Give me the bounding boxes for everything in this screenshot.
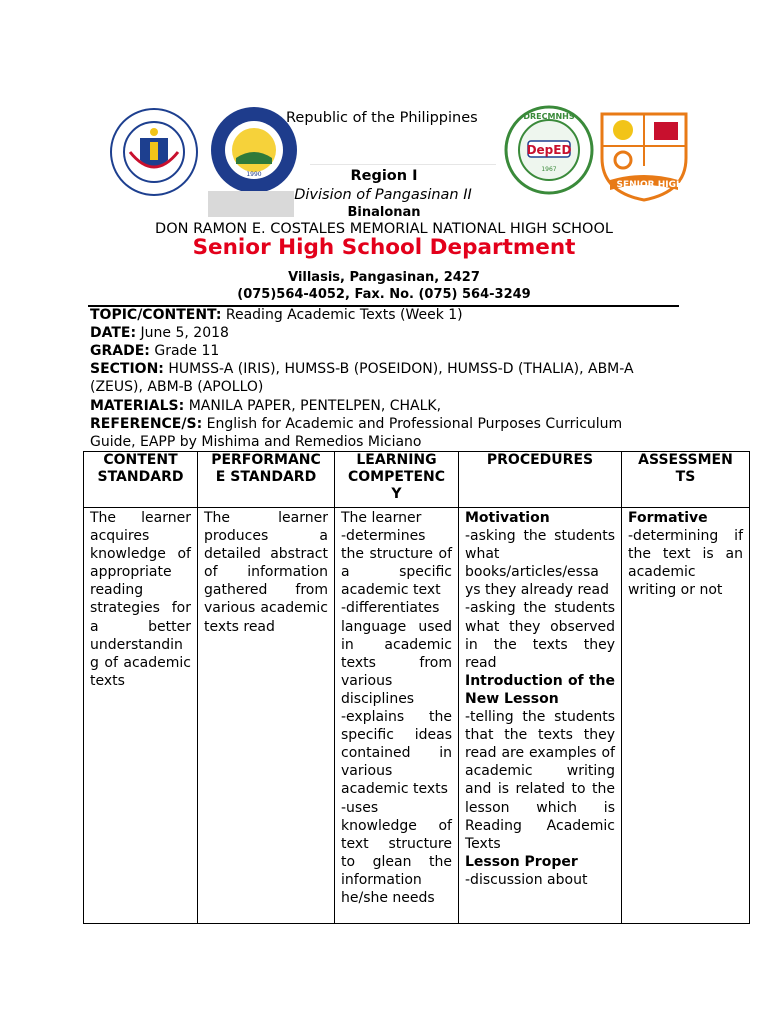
learning-intro: The learner — [341, 510, 422, 526]
lesson-plan-table — [83, 451, 750, 924]
learning-item: -uses knowledge of text structure to glean the information he/she needs — [341, 799, 452, 906]
grade-label: GRADE: — [90, 343, 150, 359]
header-learning-competency: LEARNING COMPETENC Y — [335, 452, 459, 508]
procedure-item: -asking the students what books/articles/essa ys they already read — [465, 528, 615, 599]
topic-label: TOPIC/CONTENT: — [90, 307, 222, 323]
assessments-cell — [622, 508, 750, 924]
section-label: SECTION: — [90, 361, 164, 377]
materials-value: MANILA PAPER, PENTELPEN, CHALK, — [188, 398, 442, 414]
date-line — [90, 324, 229, 342]
section-value: HUMSS-A (IRIS), HUMSS-B (POSEIDON), HUMSS-D (THALIA), ABM-A — [168, 361, 634, 377]
introduction-title: Introduction of the New Lesson — [465, 672, 615, 707]
performance-standard-text: The learner produces a detailed abstract of information gathered from various academic texts read — [204, 510, 328, 635]
header-procedures: PROCEDURES — [459, 452, 622, 508]
school-name: DON RAMON E. COSTALES MEMORIAL NATIONAL HIGH SCHOOL — [155, 221, 613, 237]
table-header-row — [84, 452, 750, 508]
materials-line — [90, 397, 441, 415]
section-line — [90, 360, 634, 378]
school-contact: (075)564-4052, Fax. No. (075) 564-3249 — [237, 287, 531, 302]
learning-competency-cell — [335, 508, 459, 924]
deped-seal — [110, 108, 198, 196]
content-standard-cell — [84, 508, 198, 924]
school-address: Villasis, Pangasinan, 2427 — [288, 270, 480, 285]
header-performance-standard: PERFORMANC E STANDARD — [198, 452, 335, 508]
section-line-2: (ZEUS), ABM-B (APOLLO) — [90, 379, 264, 395]
motivation-title: Motivation — [465, 510, 550, 526]
procedures-cell — [459, 508, 622, 924]
learning-item: -explains the specific ideas contained in various academic texts — [341, 709, 452, 798]
division-heading: Division of Pangasinan II — [294, 187, 472, 203]
header-assessments: ASSESSMEN TS — [622, 452, 750, 508]
procedure-item: -asking the students what they observed in the texts they read — [465, 600, 615, 671]
header-content-standard: CONTENT STANDARD — [84, 452, 198, 508]
materials-label: MATERIALS: — [90, 398, 185, 414]
date-value: June 5, 2018 — [140, 325, 229, 341]
header-rule — [310, 164, 496, 165]
learning-item: -determines the structure of a specific academic text — [341, 528, 452, 599]
topic-value: Reading Academic Texts (Week 1) — [225, 307, 463, 323]
town-heading: Binalonan — [347, 205, 421, 220]
lesson-proper-title: Lesson Proper — [465, 853, 578, 870]
assessment-text: -determining if the text is an academic writing or not — [628, 528, 743, 599]
learning-item: -differentiates language used in academic texts from various disciplines — [341, 600, 452, 707]
grade-line — [90, 342, 219, 360]
department-title: Senior High School Department — [192, 235, 576, 260]
reference-line-2: Guide, EAPP by Mishima and Remedios Miciano — [90, 434, 422, 450]
shs-shield — [598, 106, 690, 202]
reference-line — [90, 415, 622, 433]
formative-title: Formative — [628, 510, 708, 526]
republic-heading: Republic of the Philippines — [286, 110, 478, 126]
shs-shield-text: SENIOR HIGH — [616, 180, 684, 190]
school-seal-ring: DRECMNHS — [523, 112, 575, 121]
date-label: DATE: — [90, 325, 137, 341]
division-seal-year: 1990 — [246, 171, 262, 178]
topic-line — [90, 306, 463, 324]
school-seal — [504, 105, 594, 195]
performance-standard-cell — [198, 508, 335, 924]
procedure-item: -telling the students that the texts they read are examples of academic writing and is related to the lesson which is Reading Academic Texts — [465, 709, 615, 852]
reference-label: REFERENCE/S: — [90, 416, 203, 432]
content-standard-text: The learner acquires knowledge of appropriate reading strategies for a better understandin g of academic texts — [90, 510, 191, 689]
region-heading: Region I — [350, 168, 418, 184]
school-seal-year: 1967 — [541, 166, 557, 173]
school-seal-mark: DepED — [526, 143, 572, 157]
table-row — [84, 508, 750, 924]
reference-value: English for Academic and Professional Purposes Curriculum — [206, 416, 623, 432]
grade-value: Grade 11 — [154, 343, 220, 359]
procedure-item: -discussion about — [465, 871, 588, 888]
